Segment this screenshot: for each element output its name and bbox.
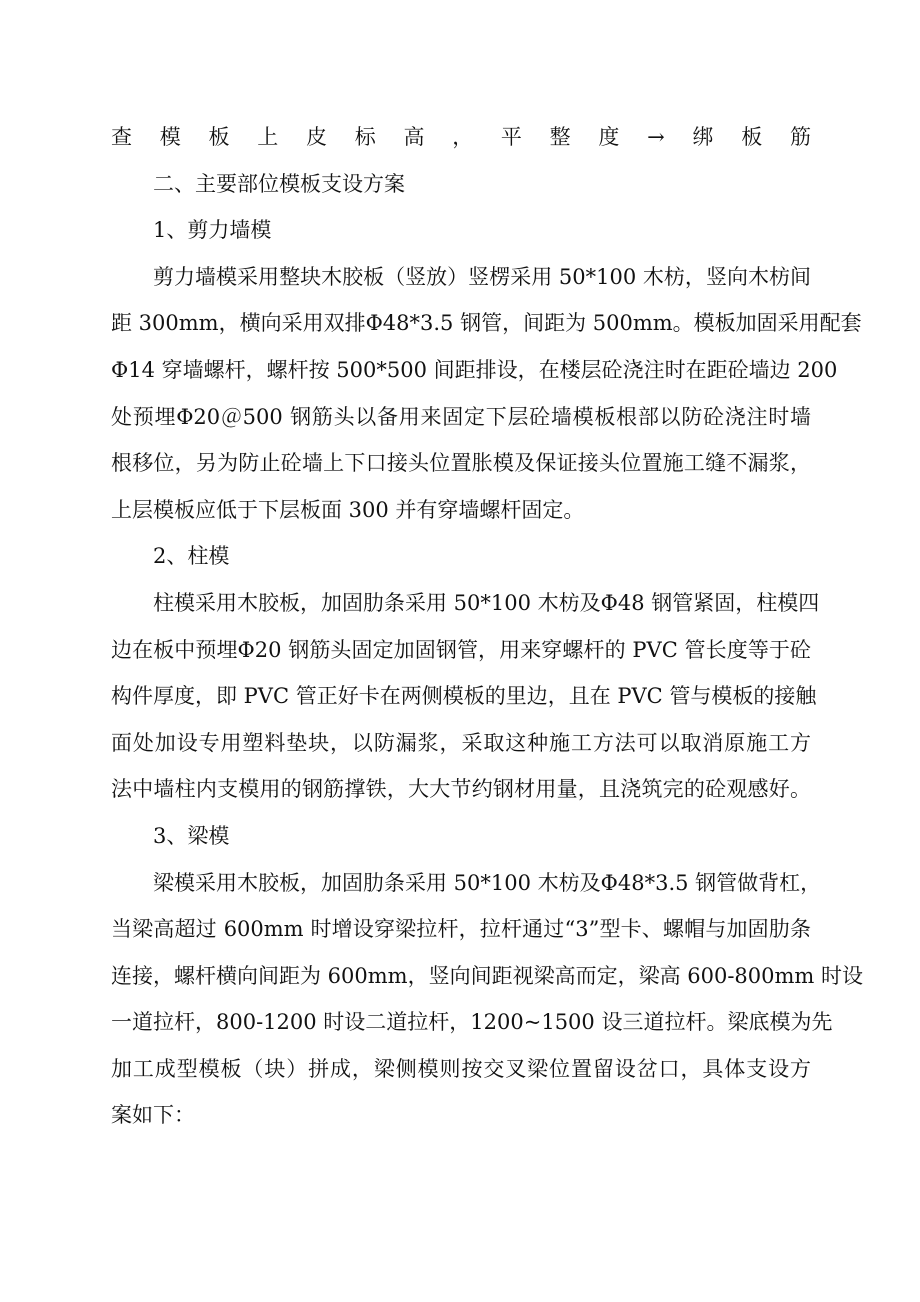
paragraph-line: 构件厚度，即 PVC 管正好卡在两侧模板的里边，且在 PVC 管与模板的接触 <box>111 684 817 709</box>
paragraph-line: 柱模采用木胶板，加固肋条采用 50*100 木枋及Φ48 钢管紧固，柱模四 <box>153 590 820 615</box>
subsection-heading: 1、剪力墙模 <box>153 218 272 243</box>
subsection-heading: 3、梁模 <box>153 823 230 848</box>
paragraph-line: 面处加设专用塑料垫块，以防漏浆，采取这种施工方法可以取消原施工方 <box>111 730 811 755</box>
document-page <box>111 114 864 1139</box>
paragraph-line: 案如下： <box>111 1103 195 1128</box>
paragraph-line: 当梁高超过 600mm 时增设穿梁拉杆，拉杆通过“3”型卡、螺帽与加固肋条 <box>111 917 811 942</box>
paragraph-line: 上层模板应低于下层板面 300 并有穿墙螺杆固定。 <box>111 497 585 522</box>
paragraph-line: 梁模采用木胶板，加固肋条采用 50*100 木枋及Φ48*3.5 钢管做背杠， <box>153 870 822 895</box>
section-heading: 二、主要部位模板支设方案 <box>153 171 405 196</box>
paragraph-line: 剪力墙模采用整块木胶板（竖放）竖楞采用 50*100 木枋，竖向木枋间 <box>153 264 811 289</box>
paragraph-line: 加工成型模板（块）拼成，梁侧模则按交叉梁位置留设岔口，具体支设方 <box>111 1056 811 1081</box>
paragraph-line: Φ14 穿墙螺杆，螺杆按 500*500 间距排设，在楼层砼浇注时在距砼墙边 200 <box>111 357 838 382</box>
paragraph-line: 法中墙柱内支模用的钢筋撑铁，大大节约钢材用量，且浇筑完的砼观感好。 <box>111 777 811 802</box>
paragraph-line: 距 300mm，横向采用双排Φ48*3.5 钢管，间距为 500mm。模板加固采用配套 <box>111 311 862 336</box>
paragraph-line: 连接，螺杆横向间距为 600mm，竖向间距视梁高而定，梁高 600-800mm 时设 <box>111 963 864 988</box>
paragraph-line: 一道拉杆，800-1200 时设二道拉杆，1200~1500 设三道拉杆。梁底模为先 <box>111 1010 833 1035</box>
paragraph-line: 根移位，另为防止砼墙上下口接头位置胀模及保证接头位置施工缝不漏浆， <box>111 451 811 476</box>
subsection-heading: 2、柱模 <box>153 544 230 569</box>
paragraph-line: 查模板上皮标高，平整度→绑板筋 <box>111 125 811 149</box>
paragraph-line: 边在板中预埋Φ20 钢筋头固定加固钢管，用来穿螺杆的 PVC 管长度等于砼 <box>111 637 811 662</box>
paragraph-line: 处预埋Φ20＠500 钢筋头以备用来固定下层砼墙模板根部以防砼浇注时墙 <box>111 404 811 429</box>
